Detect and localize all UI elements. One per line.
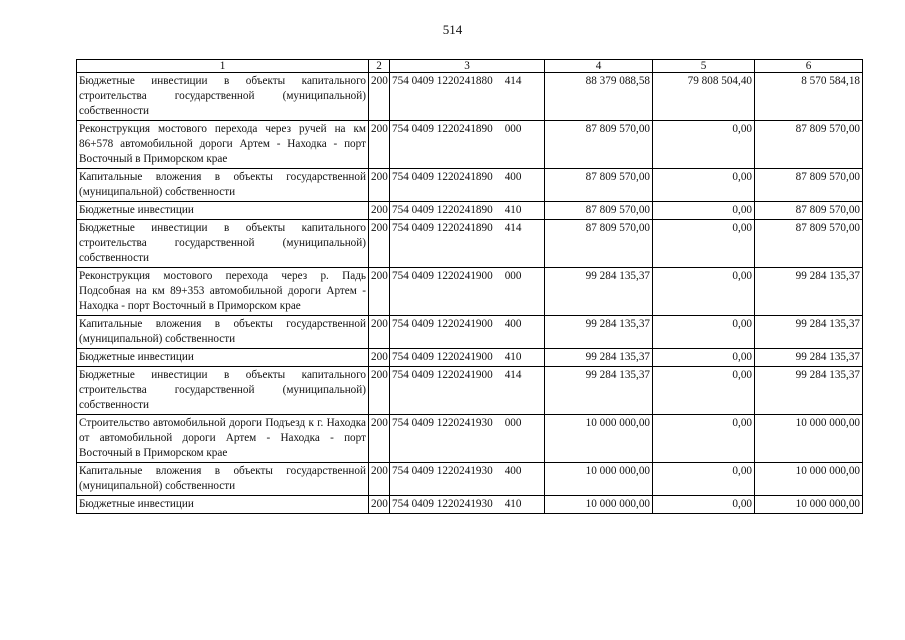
row-col4: 88 379 088,58: [545, 73, 653, 121]
row-code: 754 0409 1220241890: [392, 204, 493, 216]
table-row: [77, 169, 863, 202]
row-col6: 99 284 135,37: [755, 367, 863, 415]
row-col6: 99 284 135,37: [755, 268, 863, 316]
row-name: Бюджетные инвестиции: [77, 349, 369, 367]
table-row: [77, 349, 863, 367]
page-number: 514: [442, 22, 463, 37]
table-row: [77, 73, 863, 121]
row-code-cell: [390, 220, 545, 268]
row-col6: 10 000 000,00: [755, 463, 863, 496]
row-code: 754 0409 1220241880: [392, 75, 493, 87]
row-name: Бюджетные инвестиции в объекты капитального строительства государственной (муниципальной) собственности: [77, 220, 369, 268]
row-col6: 10 000 000,00: [755, 415, 863, 463]
row-code-cell: [390, 73, 545, 121]
row-kind: 400: [504, 318, 522, 330]
row-col4: 87 809 570,00: [545, 121, 653, 169]
row-code-cell: [390, 169, 545, 202]
row-code-cell: [390, 121, 545, 169]
header-cell: 2: [369, 60, 390, 73]
table-row: [77, 367, 863, 415]
header-row: [77, 60, 863, 73]
row-kind: 410: [504, 498, 522, 510]
header-cell: 5: [653, 60, 755, 73]
header-cell: 4: [545, 60, 653, 73]
row-code-cell: [390, 463, 545, 496]
row-col2: 200: [369, 268, 390, 316]
row-col4: 87 809 570,00: [545, 202, 653, 220]
row-col4: 99 284 135,37: [545, 349, 653, 367]
row-col2: 200: [369, 202, 390, 220]
row-kind: 400: [504, 465, 522, 477]
table-body: [77, 60, 863, 514]
row-col4: 99 284 135,37: [545, 268, 653, 316]
row-kind: 000: [504, 123, 522, 135]
row-col2: 200: [369, 121, 390, 169]
row-col4: 10 000 000,00: [545, 415, 653, 463]
row-code-cell: [390, 496, 545, 514]
row-name: Капитальные вложения в объекты государственной (муниципальной) собственности: [77, 316, 369, 349]
table-row: [77, 415, 863, 463]
row-col5: 0,00: [653, 316, 755, 349]
row-col4: 10 000 000,00: [545, 463, 653, 496]
row-code-cell: [390, 202, 545, 220]
row-col6: 87 809 570,00: [755, 121, 863, 169]
row-col6: 87 809 570,00: [755, 220, 863, 268]
row-col5: 79 808 504,40: [653, 73, 755, 121]
row-code-cell: [390, 415, 545, 463]
header-cell: 1: [77, 60, 369, 73]
table-row: [77, 463, 863, 496]
row-col5: 0,00: [653, 496, 755, 514]
row-col5: 0,00: [653, 415, 755, 463]
row-name: Реконструкция мостового перехода через р. Падь Подсобная на км 89+353 автомобильной дороги Артем - Находка - порт Восточный в Приморском крае: [77, 268, 369, 316]
row-kind: 414: [504, 75, 522, 87]
table-row: [77, 268, 863, 316]
header-cell: 6: [755, 60, 863, 73]
header-cell: 3: [390, 60, 545, 73]
row-col5: 0,00: [653, 463, 755, 496]
row-col2: 200: [369, 367, 390, 415]
row-code-cell: [390, 268, 545, 316]
row-col5: 0,00: [653, 202, 755, 220]
row-kind: 000: [504, 270, 522, 282]
row-name: Строительство автомобильной дороги Подъезд к г. Находка от автомобильной дороги Артем - Находка - порт Восточный в Приморском крае: [77, 415, 369, 463]
row-col2: 200: [369, 169, 390, 202]
row-name: Бюджетные инвестиции: [77, 496, 369, 514]
table-row: [77, 496, 863, 514]
row-col2: 200: [369, 496, 390, 514]
row-col5: 0,00: [653, 349, 755, 367]
row-name: Капитальные вложения в объекты государственной (муниципальной) собственности: [77, 169, 369, 202]
row-col4: 99 284 135,37: [545, 367, 653, 415]
row-name: Реконструкция мостового перехода через ручей на км 86+578 автомобильной дороги Артем - Находка - порт Восточный в Приморском крае: [77, 121, 369, 169]
row-code: 754 0409 1220241890: [392, 222, 493, 234]
row-code: 754 0409 1220241930: [392, 498, 493, 510]
row-code: 754 0409 1220241900: [392, 369, 493, 381]
row-col5: 0,00: [653, 220, 755, 268]
row-kind: 000: [504, 417, 522, 429]
row-col5: 0,00: [653, 121, 755, 169]
row-code: 754 0409 1220241890: [392, 123, 493, 135]
row-col4: 87 809 570,00: [545, 220, 653, 268]
row-col6: 87 809 570,00: [755, 169, 863, 202]
row-col2: 200: [369, 220, 390, 268]
budget-table: [76, 59, 863, 514]
table-row: [77, 202, 863, 220]
table-row: [77, 121, 863, 169]
row-col5: 0,00: [653, 367, 755, 415]
row-code: 754 0409 1220241930: [392, 465, 493, 477]
row-col5: 0,00: [653, 169, 755, 202]
row-name: Бюджетные инвестиции в объекты капитального строительства государственной (муниципальной) собственности: [77, 73, 369, 121]
row-code-cell: [390, 349, 545, 367]
row-name: Бюджетные инвестиции в объекты капитального строительства государственной (муниципальной) собственности: [77, 367, 369, 415]
row-col6: 8 570 584,18: [755, 73, 863, 121]
row-code-cell: [390, 316, 545, 349]
row-col6: 99 284 135,37: [755, 316, 863, 349]
row-name: Капитальные вложения в объекты государственной (муниципальной) собственности: [77, 463, 369, 496]
row-kind: 410: [504, 351, 522, 363]
row-col6: 10 000 000,00: [755, 496, 863, 514]
row-col2: 200: [369, 73, 390, 121]
row-kind: 410: [504, 204, 522, 216]
row-col2: 200: [369, 463, 390, 496]
row-col2: 200: [369, 415, 390, 463]
row-code: 754 0409 1220241900: [392, 318, 493, 330]
row-code: 754 0409 1220241890: [392, 171, 493, 183]
row-code: 754 0409 1220241900: [392, 270, 493, 282]
row-col6: 87 809 570,00: [755, 202, 863, 220]
row-code: 754 0409 1220241900: [392, 351, 493, 363]
row-col4: 10 000 000,00: [545, 496, 653, 514]
row-col4: 87 809 570,00: [545, 169, 653, 202]
row-col4: 99 284 135,37: [545, 316, 653, 349]
row-kind: 400: [504, 171, 522, 183]
table-row: [77, 220, 863, 268]
row-name: Бюджетные инвестиции: [77, 202, 369, 220]
row-kind: 414: [504, 369, 522, 381]
table-row: [77, 316, 863, 349]
row-col5: 0,00: [653, 268, 755, 316]
row-col2: 200: [369, 349, 390, 367]
row-code-cell: [390, 367, 545, 415]
row-col6: 99 284 135,37: [755, 349, 863, 367]
row-kind: 414: [504, 222, 522, 234]
row-col2: 200: [369, 316, 390, 349]
row-code: 754 0409 1220241930: [392, 417, 493, 429]
